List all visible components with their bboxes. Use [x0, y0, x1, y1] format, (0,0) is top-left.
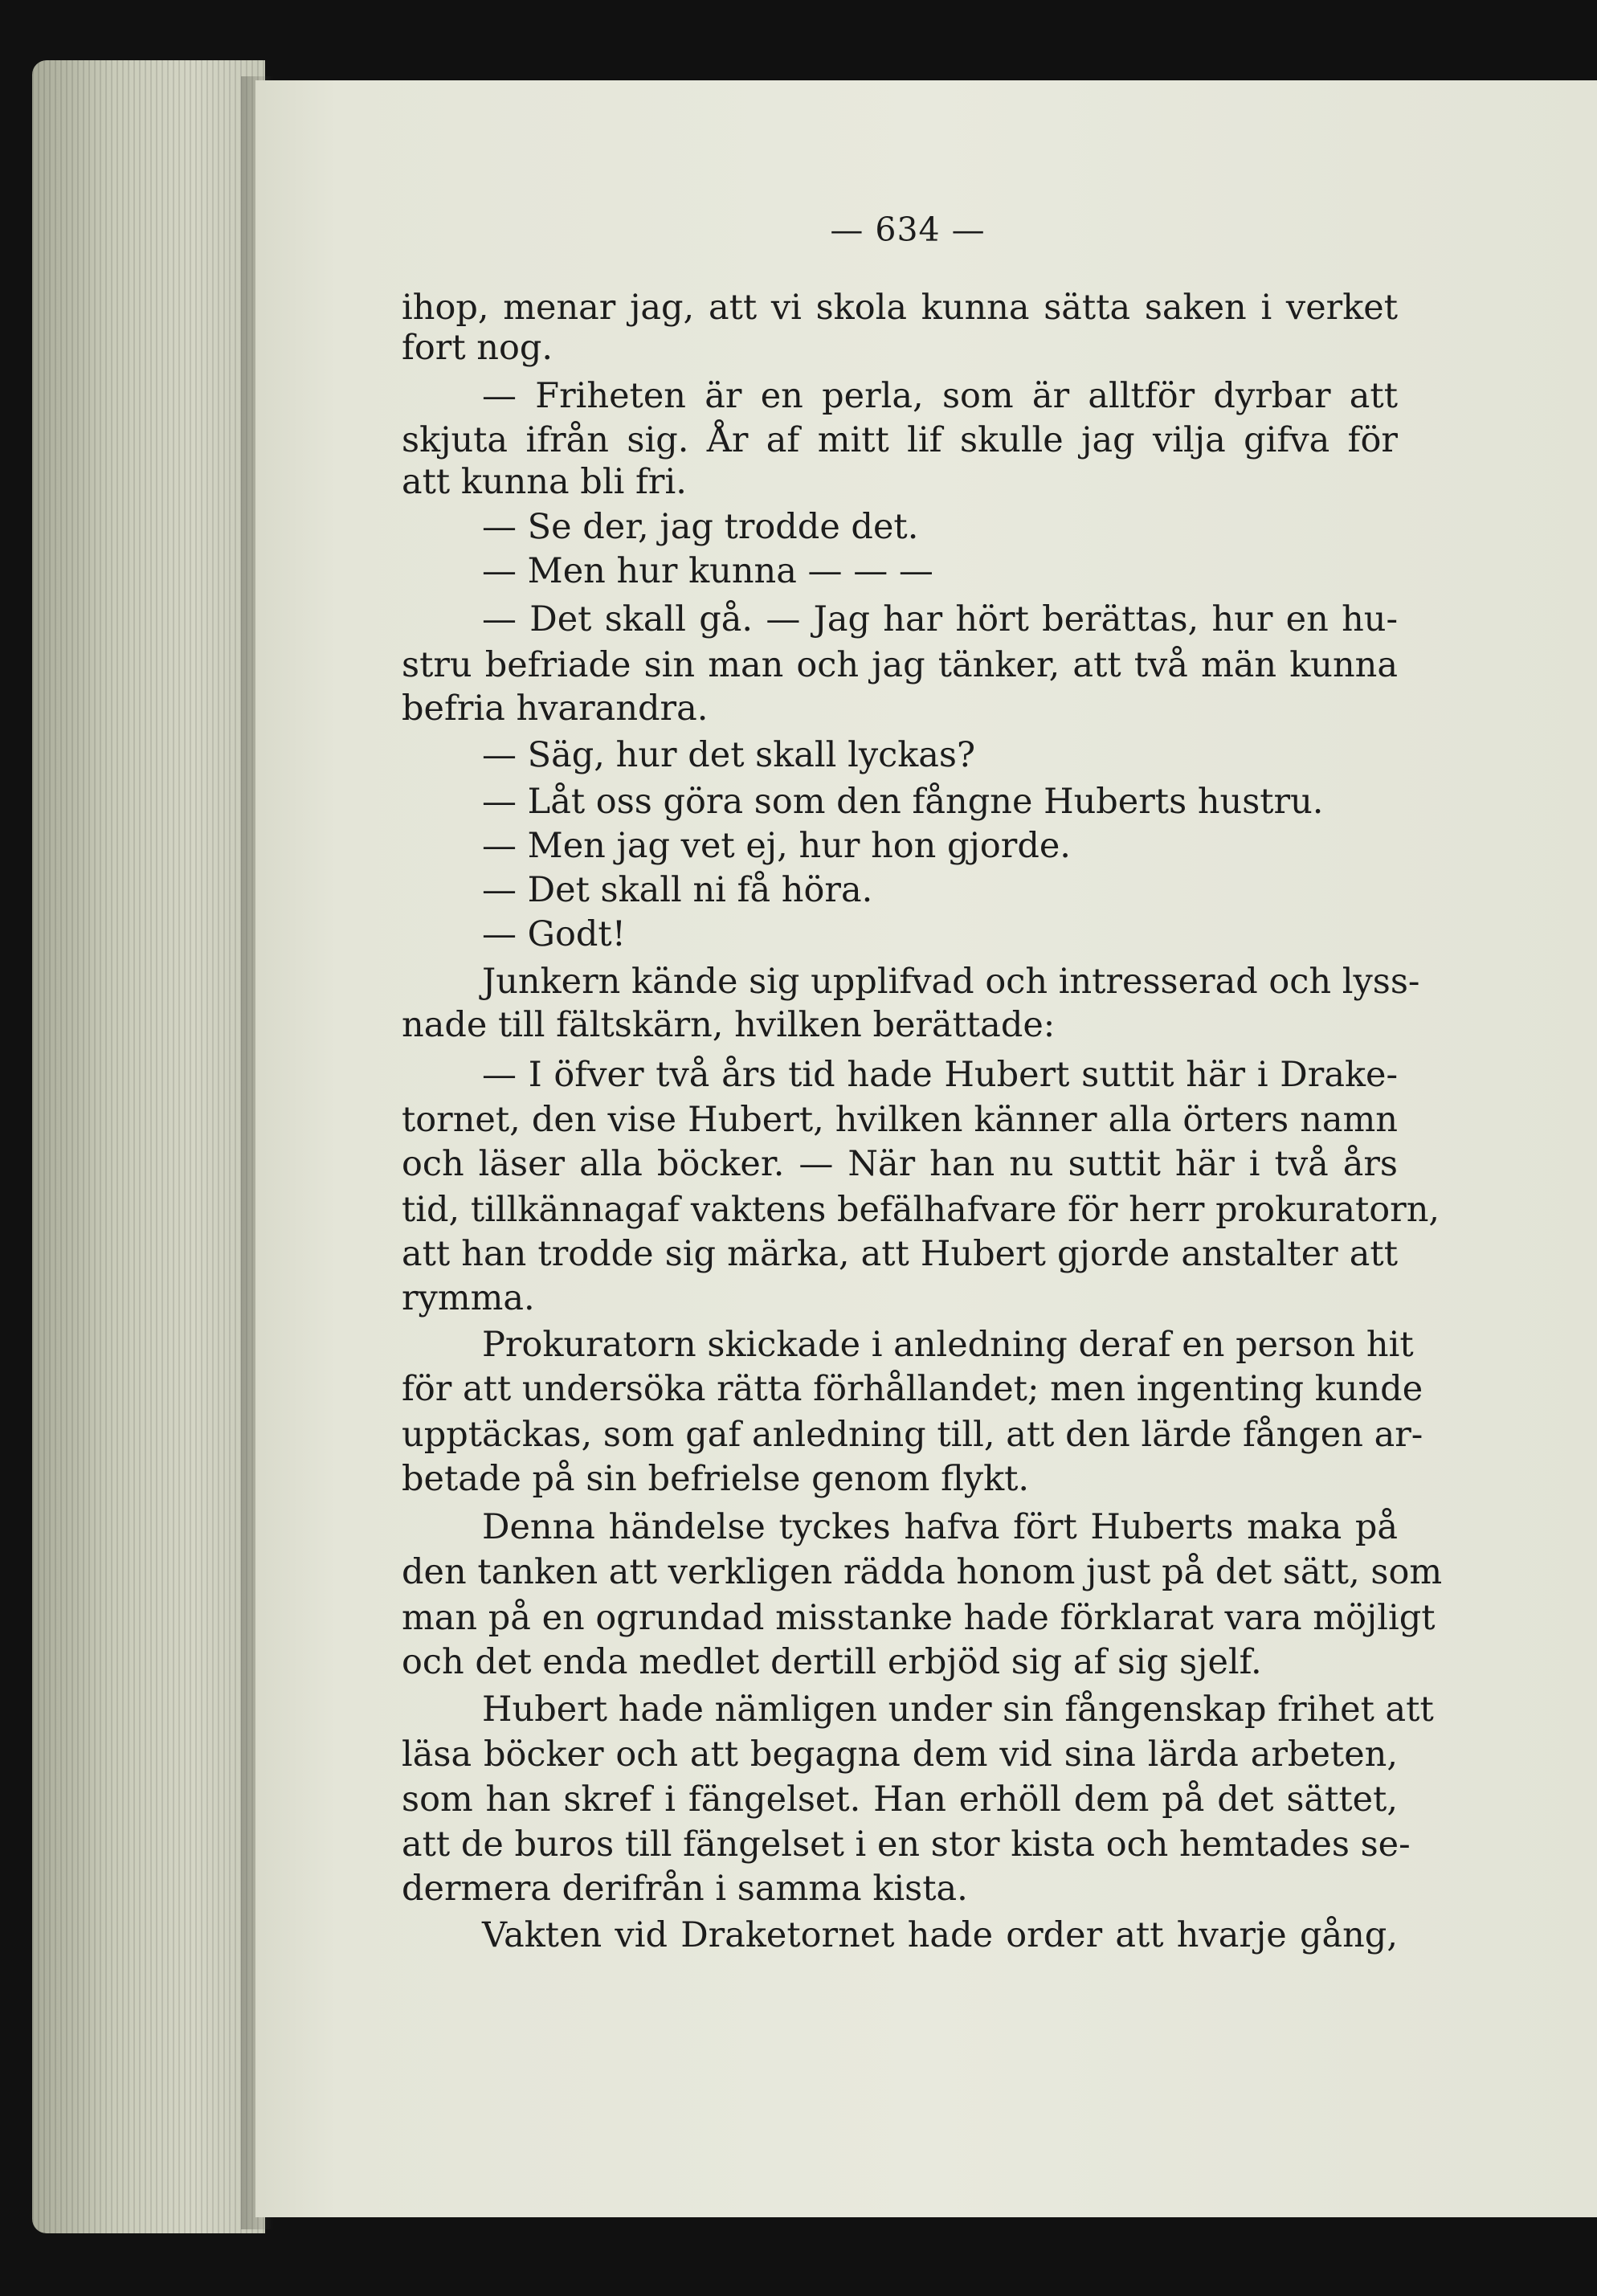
text-line: befria hvarandra.	[402, 688, 709, 729]
text-line: man på en ogrundad misstanke hade förklarat vara möjligt	[402, 1598, 1436, 1638]
text-line: läsa böcker och att begagna dem vid sina lärda arbeten,	[402, 1734, 1398, 1775]
text-line: betade på sin befrielse genom flykt.	[402, 1459, 1030, 1499]
text-line: dermera derifrån i samma kista.	[402, 1869, 968, 1909]
text-line: — Säg, hur det skall lyckas?	[482, 735, 976, 775]
text-line: och det enda medlet dertill erbjöd sig af sig sjelf.	[402, 1642, 1262, 1682]
text-line: Prokuratorn skickade i anledning deraf en person hit	[482, 1325, 1414, 1365]
text-line: stru befriade sin man och jag tänker, att två män kunna	[402, 645, 1398, 685]
text-line: och läser alla böcker. — När han nu suttit här i två års	[402, 1144, 1398, 1184]
text-line: ihop, menar jag, att vi skola kunna sätta saken i verket	[402, 288, 1398, 328]
text-line: tornet, den vise Hubert, hvilken känner alla örters namn	[402, 1100, 1398, 1140]
text-line: — Godt!	[482, 914, 626, 954]
text-line: Denna händelse tyckes hafva fört Huberts maka på	[482, 1507, 1398, 1547]
text-line: — Friheten är en perla, som är alltför dyrbar att	[482, 376, 1398, 416]
text-line: som han skref i fängelset. Han erhöll dem på det sättet,	[402, 1779, 1398, 1820]
text-line: för att undersöka rätta förhållandet; men ingenting kunde	[402, 1369, 1423, 1409]
text-line: — Det skall gå. — Jag har hört berättas, hur en hu-	[482, 599, 1398, 639]
book-page-edges	[32, 60, 265, 2233]
text-line: att han trodde sig märka, att Hubert gjorde anstalter att	[402, 1234, 1398, 1274]
text-line: skjuta ifrån sig. År af mitt lif skulle jag vilja gifva för	[402, 420, 1398, 460]
text-line: nade till fältskärn, hvilken berättade:	[402, 1005, 1056, 1045]
text-line: Vakten vid Draketornet hade order att hvarje gång,	[482, 1915, 1398, 1955]
text-line: — Låt oss göra som den fångne Huberts hustru.	[482, 782, 1324, 822]
text-line: — Men hur kunna — — —	[482, 551, 933, 591]
text-line: att de buros till fängelset i en stor kista och hemtades se-	[402, 1824, 1411, 1865]
text-line: den tanken att verkligen rädda honom just på det sätt, som	[402, 1552, 1443, 1592]
text-line: fort nog.	[402, 328, 553, 368]
text-line: tid, tillkännagaf vaktens befälhafvare för herr prokuratorn,	[402, 1190, 1440, 1230]
text-line: — Men jag vet ej, hur hon gjorde.	[482, 826, 1071, 866]
text-line: — Se der, jag trodde det.	[482, 507, 919, 547]
text-line: — Det skall ni få höra.	[482, 870, 873, 910]
text-line: Hubert hade nämligen under sin fångenskap frihet att	[482, 1689, 1434, 1730]
text-line: Junkern kände sig upplifvad och intresserad och lyss-	[482, 962, 1420, 1002]
text-line: upptäckas, som gaf anledning till, att den lärde fången ar-	[402, 1415, 1423, 1455]
text-line: rymma.	[402, 1278, 535, 1318]
text-line: — I öfver två års tid hade Hubert suttit här i Drake-	[482, 1055, 1398, 1095]
page-number: — 634 —	[830, 210, 986, 249]
text-line: att kunna bli fri.	[402, 462, 687, 502]
